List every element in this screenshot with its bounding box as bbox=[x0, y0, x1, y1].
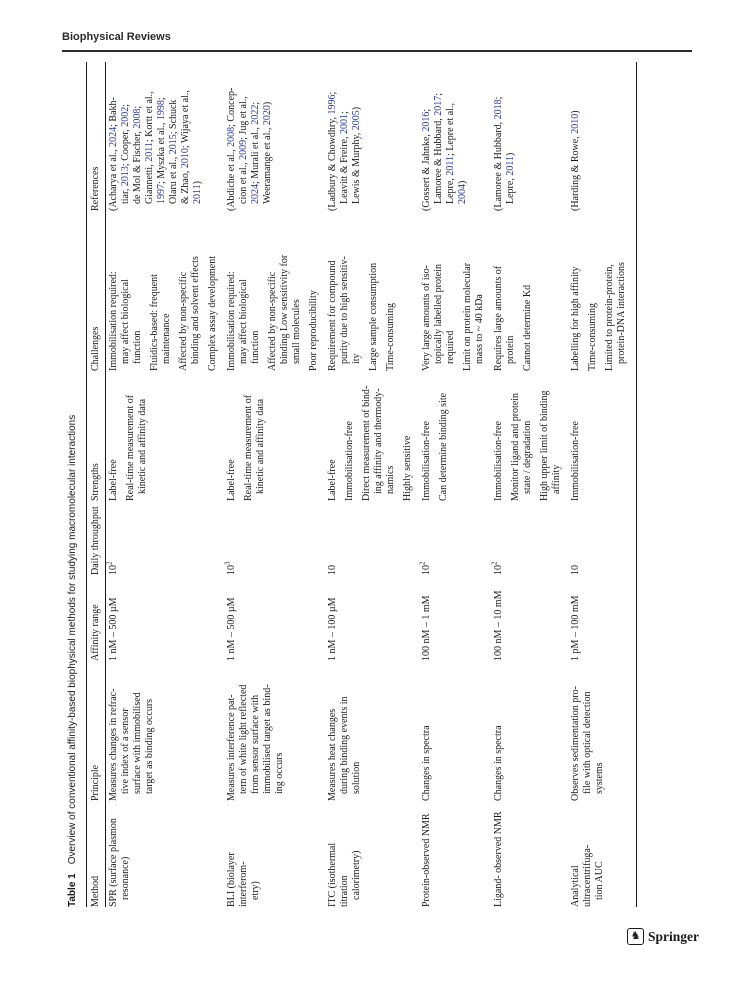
principle-cell: Measures interference pat- tern of white light reflected from sensor surface with immobilised target as bind- ing occurs bbox=[226, 684, 285, 801]
table-caption-label: Table 1 bbox=[67, 873, 78, 907]
principle-cell: Measures heat changes during binding events in solution bbox=[327, 696, 362, 801]
methods-table bbox=[86, 62, 637, 907]
reference-year-link[interactable]: 2024 bbox=[250, 184, 261, 204]
method-cell: Analytical ultracentrifuga- tion AUC bbox=[570, 844, 605, 907]
method-cell: Protein-observed NMR bbox=[421, 813, 432, 907]
strengths-cell: Label-free Real-time measurement of kinetic and affinity data bbox=[108, 394, 148, 501]
reference-year-link[interactable]: 2015 bbox=[168, 134, 179, 155]
daily-throughput-cell: $10^2$ bbox=[418, 561, 432, 575]
principle-cell: Changes in spectra bbox=[421, 725, 432, 801]
reference-year-link[interactable]: 2020 bbox=[262, 105, 273, 126]
affinity-range-cell: 1 nM – 500 µM bbox=[108, 597, 119, 661]
method-cell: BLI (biolayer interferom- etry) bbox=[226, 852, 261, 907]
affinity-range-cell: 100 nM – 1 mM bbox=[421, 595, 432, 661]
reference-year-link[interactable]: 2016 bbox=[421, 111, 432, 132]
table-row bbox=[568, 62, 636, 907]
reference-year-link[interactable]: 2024 bbox=[108, 126, 119, 147]
strengths-cell: Immobilisation-free Monitor ligand and protein state / degradation High upper limit of binding affinity bbox=[493, 390, 562, 501]
challenges-cell: Immobilisation required: may affect biological function Fluidics-based: frequent maintenance Affected by non-specific binding and solvent effects Complex assay development bbox=[108, 256, 218, 371]
reference-year-link[interactable]: 2005 bbox=[351, 110, 362, 131]
strengths-cell: Label-free Real-time measurement of kinetic and affinity data bbox=[226, 394, 266, 501]
table-row bbox=[106, 62, 225, 907]
reference-year-link[interactable]: 2010 bbox=[180, 148, 191, 169]
daily-throughput-cell: $10^2$ bbox=[105, 561, 119, 575]
reference-year-link[interactable]: 2008 bbox=[132, 108, 143, 129]
method-cell: Ligand- observed NMR bbox=[493, 811, 504, 907]
reference-year-link[interactable]: 2008 bbox=[226, 126, 237, 147]
references-cell: (Lamoree & Hubbard, 2018; Lepre, 2011) bbox=[493, 96, 516, 211]
reference-year-link[interactable]: 2001 bbox=[339, 114, 350, 135]
strengths-cell: Immobilisation-free Can determine binding site bbox=[421, 392, 449, 501]
reference-year-link[interactable]: 2018 bbox=[493, 99, 504, 120]
method-cell: SPR (surface plasmon resonance) bbox=[108, 818, 131, 907]
table-row bbox=[419, 62, 491, 907]
references-cell: (Acharya et al., 2024; Bakh- tiar, 2013; Cooper, 2002; de Mol & Fischer, 2008; Giannetti, 2011; Kortt et al., 1997; Myszka et al., 1998; Olaru et al., 2015; Schuck & Zhao, 2010; Wijaya et al., 2011) bbox=[108, 90, 203, 211]
column-header-affinity-range: Affinity range bbox=[90, 604, 101, 661]
column-header-challenges: Challenges bbox=[90, 326, 101, 371]
affinity-range-cell: 1 nM – 100 µM bbox=[327, 597, 338, 661]
challenges-cell: Very large amounts of iso- topically labelled protein required Limit on protein molecular mass to ~ 40 kDa bbox=[421, 262, 485, 371]
daily-throughput-cell: $10^3$ bbox=[223, 561, 237, 575]
table-caption-text: Overview of conventional affinity-based biophysical methods for studying macromolecular interactions bbox=[67, 414, 78, 865]
column-header-references: References bbox=[90, 166, 101, 211]
principle-cell: Changes in spectra bbox=[493, 725, 504, 801]
reference-year-link[interactable]: 1996 bbox=[327, 94, 338, 115]
reference-year-link[interactable]: 1997 bbox=[156, 184, 167, 204]
publisher-logo bbox=[627, 928, 699, 945]
table-row bbox=[224, 62, 325, 907]
reference-year-link[interactable]: 2009 bbox=[238, 139, 249, 160]
table-header-row bbox=[87, 62, 106, 907]
affinity-range-cell: 100 nM – 10 mM bbox=[493, 590, 504, 661]
daily-throughput-cell: 10 bbox=[570, 565, 581, 575]
table-row bbox=[325, 62, 419, 907]
references-cell: (Gossert & Jahnke, 2016; Lamoree & Hubbard, 2017; Lepre, 2011; Lepre et al., 2004) bbox=[421, 92, 468, 211]
column-header-daily-throughput: Daily throughput bbox=[90, 506, 101, 575]
references-cell: (Ladbury & Chowdhry, 1996; Leavitt & Freire, 2001; Lewis & Murphy, 2005) bbox=[327, 91, 362, 211]
column-header-strengths: Strengths bbox=[90, 463, 101, 501]
reference-year-link[interactable]: 2017 bbox=[433, 95, 444, 116]
reference-year-link[interactable]: 2022 bbox=[250, 104, 261, 125]
daily-throughput-cell: 10 bbox=[327, 565, 338, 575]
header-rule bbox=[62, 50, 692, 52]
reference-year-link[interactable]: 2004 bbox=[457, 184, 468, 204]
table-row bbox=[491, 62, 568, 907]
reference-year-link[interactable]: 1998 bbox=[156, 100, 167, 121]
reference-year-link[interactable]: 2010 bbox=[570, 113, 581, 134]
column-header-method: Method bbox=[90, 875, 101, 907]
principle-cell: Observes sedimentation pro- file with optical detection systems bbox=[570, 686, 605, 801]
table-caption bbox=[66, 62, 80, 907]
reference-year-link[interactable]: 2002 bbox=[120, 106, 131, 127]
column-header-principle: Principle bbox=[90, 764, 101, 801]
reference-year-link[interactable]: 2011 bbox=[144, 142, 155, 162]
reference-year-link[interactable]: 2013 bbox=[120, 166, 131, 187]
reference-year-link[interactable]: 2011 bbox=[505, 156, 516, 176]
challenges-cell: Immobilisation required: may affect biological function Affected by non-specific binding Low sensitivity for small molecules Poor reproducibility bbox=[226, 254, 319, 371]
challenges-cell: Labelling for high affinity Time-consuming Limited to protein-protein, protein-DNA interactions bbox=[570, 262, 627, 371]
method-cell: ITC (isothermal titration calorimetry) bbox=[327, 842, 362, 907]
affinity-range-cell: 1 pM – 100 mM bbox=[570, 595, 581, 661]
springer-horse-icon: ♞ bbox=[627, 928, 644, 945]
reference-year-link[interactable]: 2011 bbox=[445, 156, 456, 176]
challenges-cell: Requires large amounts of protein Cannot determine Kd bbox=[493, 265, 533, 371]
affinity-range-cell: 1 nM – 500 µM bbox=[226, 597, 237, 661]
references-cell: (Abdiche et al., 2008; Concep- cion et al., 2009; Jug et al., 2024; Murali et al., 2022; Weeramange et al., 2020) bbox=[226, 87, 273, 211]
daily-throughput-cell: $10^2$ bbox=[490, 561, 504, 575]
principle-cell: Measures changes in refrac- tive index of a sensor surface with immobilised target as binding occurs bbox=[108, 688, 155, 801]
rotated-table-block bbox=[66, 62, 658, 907]
publisher-name: Springer bbox=[648, 928, 700, 944]
references-cell: (Harding & Rowe, 2010) bbox=[570, 110, 581, 211]
strengths-cell: Immobilisation-free bbox=[570, 421, 581, 501]
challenges-cell: Requirement for compound purity due to high sensitiv- ity Large sample consumption Time-consuming bbox=[327, 256, 396, 371]
strengths-cell: Label-free Immobilisation-free Direct measurement of bind- ing affinity and thermody- namics Highly sensitive bbox=[327, 385, 413, 501]
journal-header: Biophysical Reviews bbox=[62, 31, 171, 43]
reference-year-link[interactable]: 2011 bbox=[192, 184, 203, 204]
